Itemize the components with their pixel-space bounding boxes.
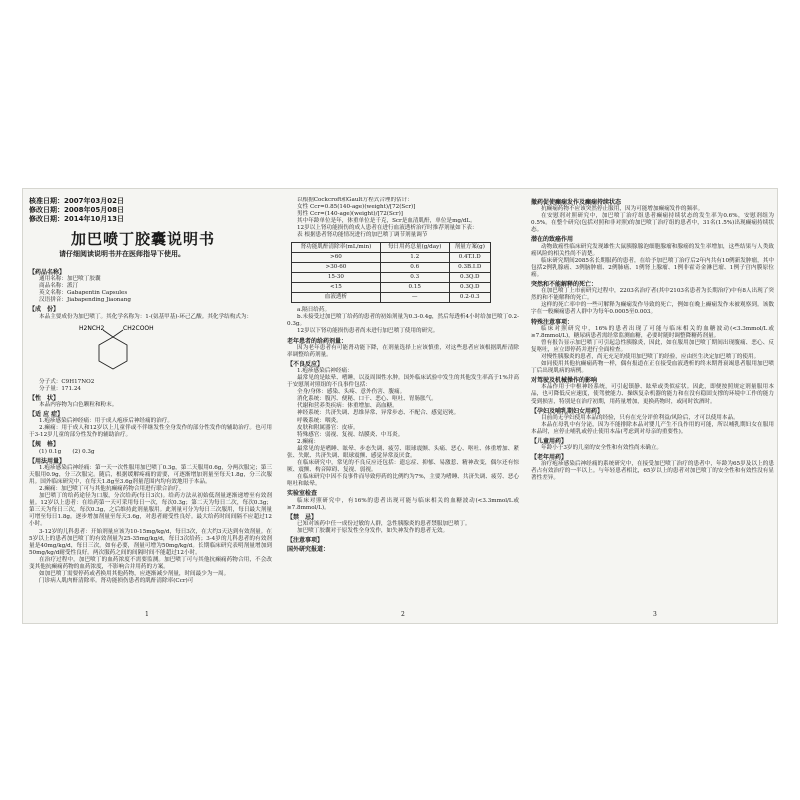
section-heading: 【用法用量】 [29,457,66,465]
revision-date: 核准日期：2007年03月02日 [29,197,124,205]
paragraph: 12岁以上肾功能损伤的成人患者在进行血液透析治疗时推荐剂量如下表： [297,225,478,232]
section-heading: 国外研究报道： [287,546,330,554]
paragraph: 在临床研究中，常见的不良反应还包括：遗忘症、抑郁、易激惹、精神改变，偶尔还有惊厥、震颤、构音障碍、复视、弱视。 [287,460,519,474]
paragraph: 1.疱疹感染后神经痛：第一天一次性服用加巴喷丁0.3g，第二天服用0.6g，分两次服完；第三天服用0.9g，分三次服完。随后，根据缓解疼痛的需要，可逐渐增加剂量至每天1.8g，分三次服用。国外临床研究中，在每天1.8g至3.6g剂量范围内均有效地用于本品。 [29,464,272,485]
section-heading: 实验室检查 [287,490,318,498]
section-heading: 【儿童用药】 [531,438,568,445]
text-line: (1) 0.1g (2) 0.3g [39,448,95,455]
table-header-cell: 每日用药总量(g/day) [380,242,449,252]
revision-date: 修改日期：2014年10月13日 [29,215,124,223]
paragraph: 加巴喷丁胶囊对于原发性全身发作，如失神发作的患者无效。 [297,527,449,534]
paragraph: 临床对照研究中，有16%的患者出现可能与临床相关的血糖波动(<3.3mmol/L或≥7.8mmol/L)。 [287,497,519,511]
paragraph: 本品内容物为白色颗粒和粉末。 [39,401,118,408]
section-heading: 撤药促使癫痫发作及癫痫持续状态 [531,199,622,206]
table-header-cell: 剂量方案(g) [449,242,491,252]
section-heading: 对驾驶及机械操作的影响 [531,377,598,385]
section-heading: 【适 应 症】 [29,411,64,419]
paragraph: 门诊病人肌肉酐清除率。肾功能损伤患者的肌酐清除率(Ccr)可 [39,578,194,585]
table-row [292,262,491,272]
paragraph: 皮肤和附属器官：皮疹。 [297,424,359,431]
text-line: 英文名称：Gabapentin Capsules [39,290,128,297]
paragraph: 2.癫痫：用于成人和12岁以上儿童伴或不伴继发性全身发作的部分性发作的辅助治疗。也可用于3-12岁儿童的部分性发作的辅助治疗。 [29,425,272,439]
page-number: 1 [145,611,149,618]
document-title: 加巴喷丁胶囊说明书 [71,230,216,248]
paragraph: 全身/身体：感染、头疼、意外伤害、腹痛。 [297,389,406,396]
section-heading: 【成 份】 [29,306,60,314]
section-heading: 【不良反应】 [287,360,324,368]
table-cell: 0.3 [380,272,449,282]
paragraph: 3-12岁的儿科患者：开始剂量应该为10-15mg/kg/d，每日3次，在大约3天达到有效剂量。在5岁以上的患者加巴喷丁的有效剂量为25-35mg/kg/d，每日3次给药；3-4岁的儿科患者的有效剂量是40mg/kg/d，每日三次。如有必要，剂量可增为50mg/kg/d。长期临床研究表明剂量增加到50mg/kg/d耐受性良好。两次服药之间的间隔时间不能超过12小时。 [29,528,272,556]
section-heading: 【性 状】 [29,394,60,402]
paragraph: 1.疱疹感染后神经痛：用于成人疱疹后神经痛的治疗。 [39,418,173,425]
paragraph: 12岁以下肾功能损伤患者尚未进行加巴喷丁使用的研究。 [297,328,439,335]
text-line: 2.癫痫： [297,438,320,445]
text-line: 商品名称：派汀 [39,283,79,290]
page-number: 2 [401,611,405,618]
table-cell: 1.2 [380,252,449,262]
paragraph: 以根据Cockcroft和Gault方程式合理的估计： [297,197,413,203]
svg-text:CH2COOH: CH2COOH [123,324,154,332]
warning-line: 请仔细阅读说明书并在医师指导下使用。 [59,250,185,258]
table-row [292,272,491,282]
column-left [29,197,272,603]
paragraph: 动物致癌性临床研究发现雄性大鼠胰腺腺泡细胞腺瘤和腺癌的发生率增加，这些结果与人类致癌风险的相关性尚不清楚。 [531,243,774,257]
paragraph: 临床对照研究中，16%的患者出现了可能与临床相关的血糖波动(<3.3mmol/L或≥7.8mmol/L)，糖尿病患者需经常监测血糖，必要时随时调整降糖药剂量。 [531,325,774,339]
paragraph: 在安慰剂对照研究中，加巴喷丁治疗组患者癫痫持续状态的发生率为0.6%，安慰剂组为0.5%。在整个研究(包括对照和非对照)的加巴喷丁治疗组的患者中，31名(1.5%)出现癫痫持续状态。 [531,213,774,234]
paragraph: 2.癫痫：加巴喷丁可与其他抗癫痫药物合用进行联合治疗。 [39,485,185,492]
table-cell: >60 [292,252,381,262]
table-row [292,252,491,262]
paragraph: 在治疗过程中，加巴喷丁的血药浓度不需要监测。加巴喷丁可与其他抗癫痫药物合用，不会改变其他抗癫痫药物的血药浓度，不影响合并用药的方案。 [29,556,272,570]
section-heading: 【老年用药】 [531,454,568,462]
paragraph: 神经系统：共济失调、思维异常、异常步态、不配合、感觉迟钝。 [297,410,460,417]
paragraph: 呼吸系统：咽炎。 [297,417,342,424]
section-heading: 特殊注意事项： [531,318,574,326]
paragraph: 最常见的是嗜睡、眩晕、步态失调、疲劳、眼球震颤、头痛、恶心、呕吐、体重增加、紧张、失眠、共济失调、眼球震颤、感觉异常及厌食。 [287,445,519,459]
paragraph: 如同使用其他抗癫痫药物一样，偶有报道在正在接受血液透析的终末期肾衰竭患者服用加巴喷丁后出现肌病的病例。 [531,361,774,375]
section-heading: 老年患者的给药剂量： [287,337,348,345]
section-heading: 突然和不能解释的死亡： [531,281,598,289]
text-line: 分子量：171.24 [39,385,81,392]
text-line: 汉语拼音：Jiabapending Jiaonang [39,297,131,304]
section-heading: 【孕妇及哺乳期妇女用药】 [531,407,604,415]
text-line: 1.疱疹感染后神经痛： [297,367,353,374]
table-cell: 0.2-0.3 [449,293,491,303]
section-heading: 【注意事项】 [287,537,324,545]
column-middle [287,197,519,603]
section-heading: 【药品名称】 [29,269,66,276]
paragraph: 已知对该药中任一成份过敏的人群，急性胰腺炎的患者禁服加巴喷丁。 [297,520,471,527]
table-row [292,293,491,303]
paragraph: 最常见的是眩晕、嗜睡，以及周围性水肿。国外临床试验中发生的其他发生率高于1%并高于安慰剂对照组的不良事件包括： [287,374,519,389]
table-cell: 0.15 [380,282,449,292]
paragraph: 这样的死亡率中的一些可解释为癫痫发作导致的死亡，例如在晚上癫痫发作未被观察到。该数字在一般癫痫患者人群中为每年0.0005至0.003。 [531,302,774,316]
paragraph: 加巴喷丁的给药途径为口服，分次给药(每日3次)。给药方法从初始低剂量逐渐递增至有效剂量。12岁以上患者：在给药第一天可采用每日一次，每次0.3g；第二天为每日二次，每次0.3g；第三天为每日三次，每次0.3g，之后维持此剂量服用。此剂量可分为每日三次服用，每日最大剂量可增至每日1.8g。逐步增加剂量至每天3.6g，对患者耐受性良好。最大给药时间间隔不应超过12小时。 [29,493,272,528]
text-line: 女性 Ccr=0.85(140-age)(weight)/[72(Scr)] [297,204,416,211]
paragraph: 其中年龄单位是年，体重单位是千克，Scr是血清肌酐，单位是mg/dL。 [297,218,476,225]
table-header-row [292,242,491,252]
paragraph: 抗癫痫药物不应该突然停止服用，因为可能增加癫痫发作的频率。 [541,206,704,213]
paragraph: 如加巴喷丁需要停药或者换用其他药物，应逐渐减少剂量，时间最少为一周。 [39,571,230,578]
paragraph: 在加巴喷丁上市前研究过程中，2203名治疗者(其中2103名患者为长期治疗)中有8人出现了突然的和不能解释的死亡。 [531,288,774,302]
text-line: 通用名称：加巴喷丁胶囊 [39,276,101,283]
paragraph: 消化系统：腹泻、便秘、口干、恶心、呕吐、胃肠胀气。 [297,396,437,403]
table-cell: 0.3Q.D [449,282,491,292]
table-cell: 0.3B.I.D [449,262,491,272]
revision-date: 修改日期：2008年05月08日 [29,206,124,214]
paragraph: 年龄小于3岁的儿童的安全性和有效性尚未确立。 [541,445,663,452]
section-heading: 【规 格】 [29,441,60,449]
column-right [531,197,774,603]
table-cell: <15 [292,282,381,292]
paragraph: 临床研究期间2085名长期服药的患者，在给予加巴喷丁治疗后2年内共有10例新发肿瘤，其中包括2例乳腺癌、3例脑肿瘤、2例肺癌、1例肾上腺瘤、1例非霍奇金淋巴瘤、1例子宫内膜原位癌。 [531,257,774,278]
paragraph: 曾有报告显示加巴喷丁可引起急性胰腺炎，因此，如在服用加巴喷丁期间出现腹痛、恶心、反复呕吐，应立即停药并进行全面检查。 [531,339,774,353]
section-heading: 【禁 忌】 [287,513,318,521]
paragraph: 代谢和营养类疾病：体重增加、高血糖。 [297,403,398,410]
table-row [292,282,491,292]
paragraph: 特殊感官：弱视、复视、结膜炎、中耳炎。 [297,431,404,438]
structural-formula [65,323,161,377]
table-cell: — [380,293,449,303]
leaflet-sheet [22,188,778,624]
table-cell: >30-60 [292,262,381,272]
page-number: 3 [653,611,657,618]
dosage-table [291,242,491,304]
text-line: 男性 Ccr=(140-age)(weight)/[72(Scr)] [297,211,403,218]
table-cell: 0.3Q.D [449,272,491,282]
paragraph: b.未接受过加巴喷丁给药的患者的初始剂量为0.3-0.4g，然后每透析4小时给加巴喷丁0.2-0.3g。 [287,314,519,328]
svg-text:H2NCH2: H2NCH2 [79,324,105,332]
paragraph: 本品作用于中枢神经系统，可引起镇静、眩晕或类似症状。因此，即便按照规定剂量服用本品，也可降低反应速度，使驾驶能力、操纵复杂机器的能力和在没有稳固支撑的环境中工作的能力受到损害，特别是在治疗初期，用药量增加，更换药物时，或同时饮酒时。 [531,384,774,405]
table-cell: 15-30 [292,272,381,282]
table-cell: 0.6 [380,262,449,272]
paragraph: 本品在母乳中有分泌，因为不能排除本品对婴儿产生不良作用的可能，所以哺乳期妇女在服用本品时，应停止哺乳或停止使用本品(考虑到对母亲的重要性)。 [531,421,774,435]
paragraph: 因为老年患者有可能肾功能下降，在剂量选择上应该慎重，对这些患者应该根据肌酐清除率调整给药剂量。 [287,344,519,358]
text-line: 分子式：C9H17NO2 [39,378,95,385]
text-line: a.隔日给药。 [297,307,331,314]
paragraph: 目前尚无孕妇使用本品的经验，只有在充分评价利益/风险后，才可以使用本品。 [541,414,739,421]
table-header-cell: 肾功能肌酐清除率(mL/min) [292,242,381,252]
paragraph: 本品主要成份为加巴喷丁。其化学名称为：1-(氨基甲基)-环己乙酸。其化学结构式为： [39,313,253,320]
table-caption: 表 根据患者肾功能情况进行的加巴喷丁调节剂量调节 [297,232,428,239]
paragraph: 治疗疱疹感染后神经痛的系统研究中，在接受加巴喷丁治疗的患者中，年龄为65岁及以上的患者占有效治疗的一半以上。与年轻患者相比，65岁以上的患者对加巴喷丁的安全性和有效性没有显著性差异。 [531,461,774,482]
section-heading: 潜在的致癌作用 [531,236,574,244]
table-cell: 血液透析 [292,293,381,303]
table-cell: 0.4T.I.D [449,252,491,262]
paragraph: 对慢性胰腺炎的患者，尚无充足的使用加巴喷丁的经验，应由医生决定加巴喷丁的使用。 [541,353,760,360]
paragraph: 在临床研究中因不良事件而导致停药的比例约为7%，主要为嗜睡、共济失调、疲劳、恶心呕吐和眩晕。 [287,474,519,488]
